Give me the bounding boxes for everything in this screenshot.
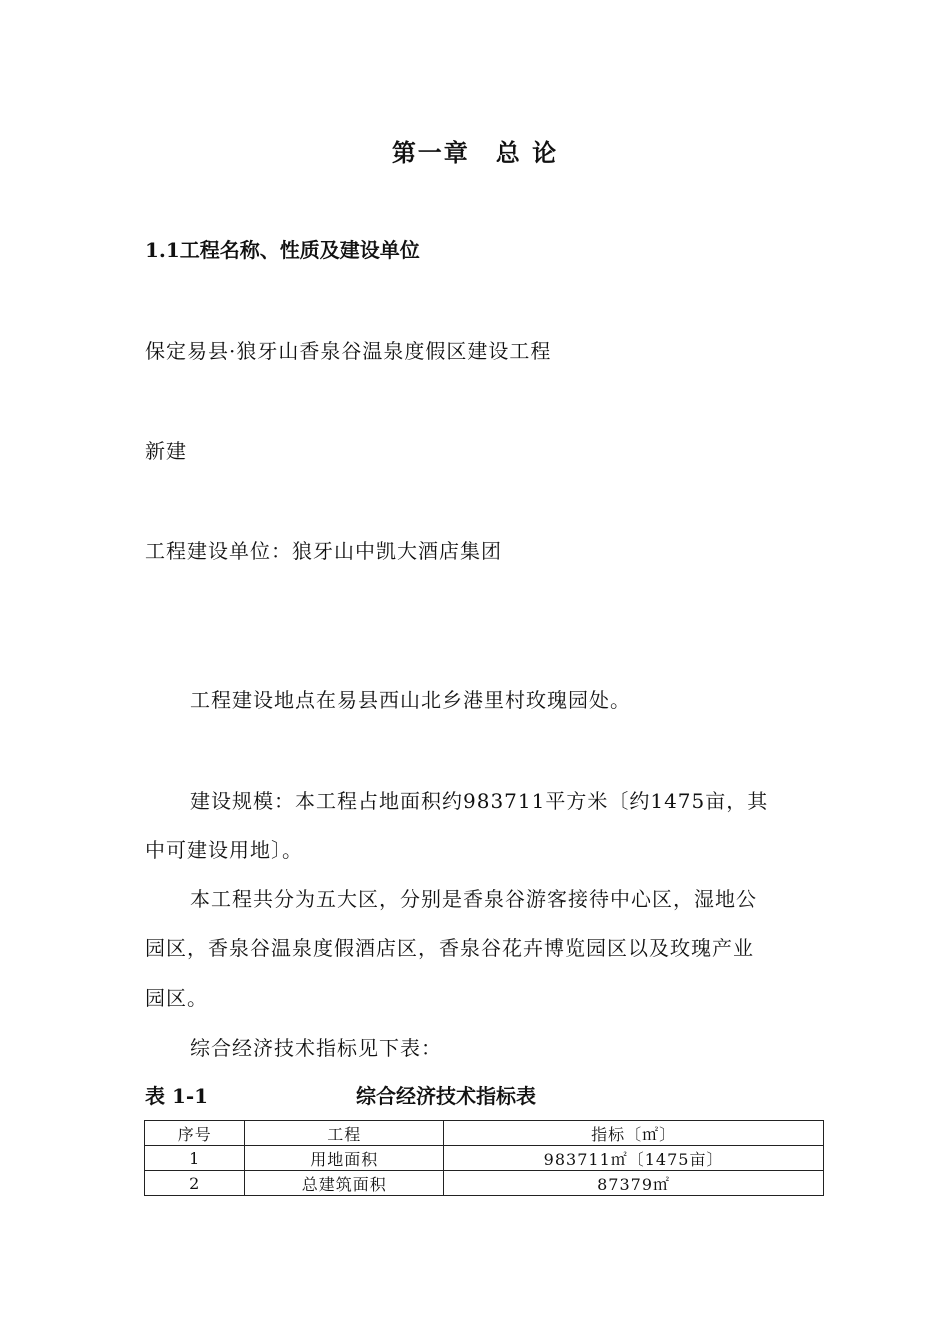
table-number: 表 1-1 [145,1084,209,1108]
indicators-intro: 综合经济技术指标见下表： [190,1036,442,1060]
project-nature: 新建 [145,439,187,463]
scale-paragraph-line-1: 建设规模：本工程占地面积约983711平方米〔约1475亩，其 [190,789,769,813]
builder-paragraph: 工程建设单位：狼牙山中凯大酒店集团 [145,539,502,563]
table-row [145,1171,824,1196]
header-index: 序号 [145,1121,245,1146]
row-value: 983711㎡〔1475亩〕 [444,1146,824,1171]
row-index: 2 [145,1171,245,1196]
row-item: 用地面积 [245,1146,444,1171]
section-heading: 1.1工程名称、性质及建设单位 [145,238,420,262]
row-item: 总建筑面积 [245,1171,444,1196]
project-name: 保定易县·狼牙山香泉谷温泉度假区建设工程 [145,339,552,363]
zones-paragraph-line-2: 园区，香泉谷温泉度假酒店区，香泉谷花卉博览园区以及玫瑰产业 [145,936,754,960]
scale-paragraph-line-2: 中可建设用地〕。 [145,838,303,862]
table-title: 综合经济技术指标表 [356,1084,536,1108]
indicators-table [144,1120,824,1196]
zones-paragraph-line-1: 本工程共分为五大区，分别是香泉谷游客接待中心区，湿地公 [190,887,757,911]
header-item: 工程 [245,1121,444,1146]
header-value: 指标〔㎡〕 [444,1121,824,1146]
chapter-title: 第一章 总 论 [391,138,559,167]
zones-paragraph-line-3: 园区。 [145,986,208,1010]
location-paragraph: 工程建设地点在易县西山北乡港里村玫瑰园处。 [190,688,631,712]
row-index: 1 [145,1146,245,1171]
row-value: 87379㎡ [444,1171,824,1196]
table-header-row [145,1121,824,1146]
table-row [145,1146,824,1171]
